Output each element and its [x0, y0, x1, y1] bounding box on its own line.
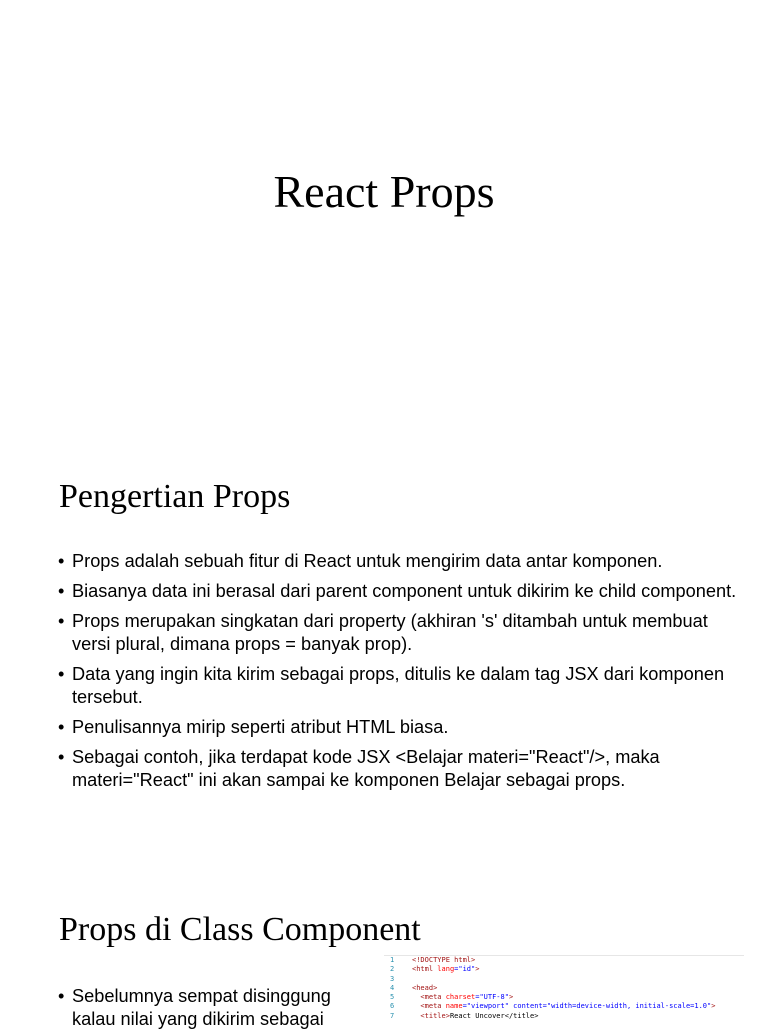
code-line: [384, 975, 744, 984]
list-item: [58, 610, 738, 656]
list-item: [58, 580, 738, 603]
code-line: [384, 965, 744, 974]
list-item: [58, 663, 738, 709]
section-heading-pengertian-props: Pengertian Props: [59, 478, 291, 515]
code-screenshot: [384, 955, 744, 1025]
code-line-text: <meta name="viewport" content="width=device-width, initial-scale=1.0">: [412, 1002, 716, 1011]
slide-title: React Props: [273, 166, 495, 217]
code-line-number: 3: [390, 974, 395, 983]
bullet-icon: •: [58, 986, 65, 1006]
bullet-text: Props adalah sebuah fitur di React untuk mengirim data antar komponen.: [72, 551, 663, 571]
code-line-text: <head>: [412, 983, 438, 992]
code-line: [384, 1012, 744, 1021]
list-item: [58, 550, 738, 573]
code-line-text: <meta charset="UTF-8">: [412, 993, 514, 1002]
bullet-icon: •: [58, 717, 65, 737]
code-line: [384, 956, 744, 965]
code-line-text: <!DOCTYPE html>: [412, 956, 476, 964]
bullet-text: Biasanya data ini berasal dari parent component untuk dikirim ke child component.: [72, 581, 737, 601]
bullet-icon: •: [58, 581, 65, 601]
bullet-icon: •: [58, 551, 65, 571]
bullet-icon: •: [58, 747, 65, 767]
bullet-list-props-class-component: [58, 985, 378, 1031]
bullet-text: Sebagai contoh, jika terdapat kode JSX <Belajar materi="React"/>, maka materi="React" ini akan sampai ke komponen Belajar sebagai props.: [72, 747, 660, 790]
code-line-number: 6: [390, 1002, 395, 1011]
code-line-number: 2: [390, 965, 395, 974]
bullet-text: Sebelumnya sempat disinggung kalau nilai yang dikirim sebagai: [72, 986, 331, 1029]
code-line-number: 7: [390, 1011, 395, 1020]
bullet-icon: •: [58, 664, 65, 684]
code-line-text: <title>React Uncover</title>: [412, 1011, 539, 1020]
list-item: [58, 985, 378, 1031]
code-line-number: 5: [390, 993, 395, 1002]
list-item: [58, 746, 738, 792]
code-line: [384, 993, 744, 1002]
bullet-text: Penulisannya mirip seperti atribut HTML biasa.: [72, 717, 449, 737]
bullet-text: Data yang ingin kita kirim sebagai props, ditulis ke dalam tag JSX dari komponen tersebut.: [72, 664, 725, 707]
code-line-text: <html lang="id">: [412, 965, 480, 974]
bullet-icon: •: [58, 611, 65, 631]
bullet-list-pengertian-props: [58, 550, 738, 799]
code-line-number: 4: [390, 983, 395, 992]
code-line: [384, 1002, 744, 1011]
code-line: [384, 984, 744, 993]
section-heading-props-class-component: Props di Class Component: [59, 911, 421, 948]
code-line-number: 1: [390, 956, 395, 964]
bullet-text: Props merupakan singkatan dari property (akhiran 's' ditambah untuk membuat versi plural, dimana props = banyak prop).: [72, 611, 708, 654]
list-item: [58, 716, 738, 739]
